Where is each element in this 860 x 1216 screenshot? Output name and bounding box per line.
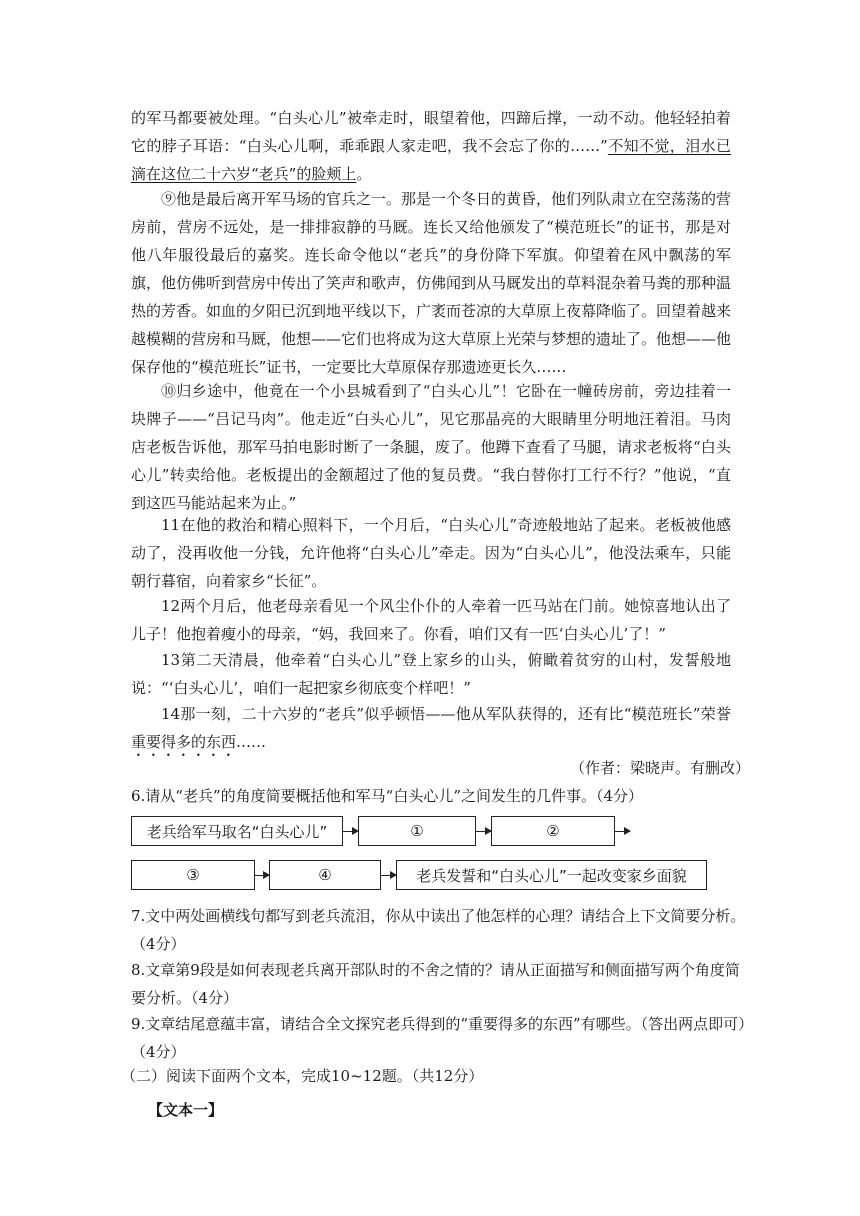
question-7: 7.文中两处画横线句都写到老兵流泪，你从中读出了他怎样的心理？请结合上下文简要分析。（4分） (131, 907, 746, 953)
flow-box-end: 老兵发誓和“白头心儿”一起改变家乡面貌 (396, 860, 707, 890)
flow-box-start: 老兵给军马取名“白头心儿” (131, 816, 343, 846)
flow-arrow (255, 875, 269, 876)
flow-arrow (343, 831, 358, 832)
paragraph-12: 12两个月后，他老母亲看见一个风尘仆仆的人牵着一匹马站在门前。她惊喜地认出了儿子！他抱着瘦小的母亲，“妈，我回来了。你看，咱们又有一匹‘白头心儿’了！” (131, 597, 731, 643)
flow-box-blank-4[interactable]: ④ (269, 860, 381, 890)
flow-box-blank-1[interactable]: ① (358, 816, 476, 846)
paragraph-10: ⑩归乡途中，他竟在一个小县城看到了“白头心儿”！它卧在一幢砖房前，旁边挂着一块牌子——“吕记马肉”。他走近“白头心儿”，见它那晶亮的大眼睛里分明地汪着泪。马肉店老板告诉他，那军马拍电影时断了一条腿，废了。他蹲下查看了马腿，请求老板将“白头心儿”转卖给他。老板提出的金额超过了他的复员费。“我白替你打工行不行？”他说，“直到这匹马能站起来为止。” (131, 382, 731, 512)
dotted-emphasis: 重要得多的东西 (131, 733, 237, 751)
section-2-heading: （二）阅读下面两个文本，完成10~12题。（共12分） (121, 1067, 484, 1085)
paragraph-8-end (131, 104, 731, 188)
question-8: 8.文章第9段是如何表现老兵离开部队时的不舍之情的？请从正面描写和侧面描写两个角度简要分析。（4分） (131, 961, 740, 1007)
author-credit: （作者：梁晓声。有删改） (569, 759, 750, 777)
question-6: 6.请从“老兵”的角度简要概括他和军马“白头心儿”之间发生的几件事。（4分） (131, 787, 644, 805)
flow-box-blank-2[interactable]: ② (491, 816, 615, 846)
paragraph-11: 11在他的救治和精心照料下，一个月后，“白头心儿”奇迹般地站了起来。老板被他感动了，没再收他一分钱，允许他将“白头心儿”牵走。因为“白头心儿”，他没法乘车，只能朝行暮宿，向着家乡“长征”。 (131, 516, 731, 590)
question-9: 9.文章结尾意蕴丰富，请结合全文探究老兵得到的“重要得多的东西”有哪些。（答出两点即可）（4分） (131, 1015, 746, 1061)
punctuation: 。 (356, 165, 372, 183)
paragraph-13: 13第二天清晨，他牵着“白头心儿”登上家乡的山头，俯瞰着贫穷的山村，发誓般地说：“‘白头心儿’，咱们一起把家乡彻底变个样吧！” (131, 651, 731, 697)
text-one-label: 【文本一】 (148, 1101, 224, 1119)
ellipsis: …… (236, 733, 267, 751)
flow-arrow (615, 831, 630, 832)
paragraph-14 (131, 700, 731, 760)
flow-box-blank-3[interactable]: ③ (131, 860, 255, 890)
paragraph-text: 14那一刻，二十六岁的“老兵”似乎顿悟——他从军队获得的，还有比“模范班长”荣誉 (161, 705, 731, 723)
paragraph-text: 的军马都要被处理。“白头心儿”被牵走时，眼望着他，四蹄后撑，一动不动。他轻轻拍着它的脖子耳语：“白头心儿啊，乖乖跟人家走吧，我不会忘了你的……” (131, 109, 731, 155)
flow-arrow (381, 875, 396, 876)
underlined-sentence: 不知不觉，泪水已滴在这位二十六岁“老兵”的脸颊上 (131, 137, 731, 183)
flow-arrow (476, 831, 491, 832)
paragraph-9: ⑨他是最后离开军马场的官兵之一。那是一个冬日的黄昏，他们列队肃立在空荡荡的营房前，营房不远处，是一排排寂静的马厩。连长又给他颁发了“模范班长”的证书，那是对他八年服役最后的嘉奖。连长命令他以“老兵”的身份降下军旗。仰望着在风中飘荡的军旗，他仿佛听到营房中传出了笑声和歌声，仿佛闻到从马厩发出的草料混杂着马粪的那种温热的芳香。如血的夕阳已沉到地平线以下，广袤而苍凉的大草原上夜幕降临了。回望着越来越模糊的营房和马厩，他想——它们也将成为这大草原上光荣与梦想的遗址了。他想——他保存他的“模范班长”证书，一定要比大草原保存那遗迹更长久…… (131, 190, 732, 376)
